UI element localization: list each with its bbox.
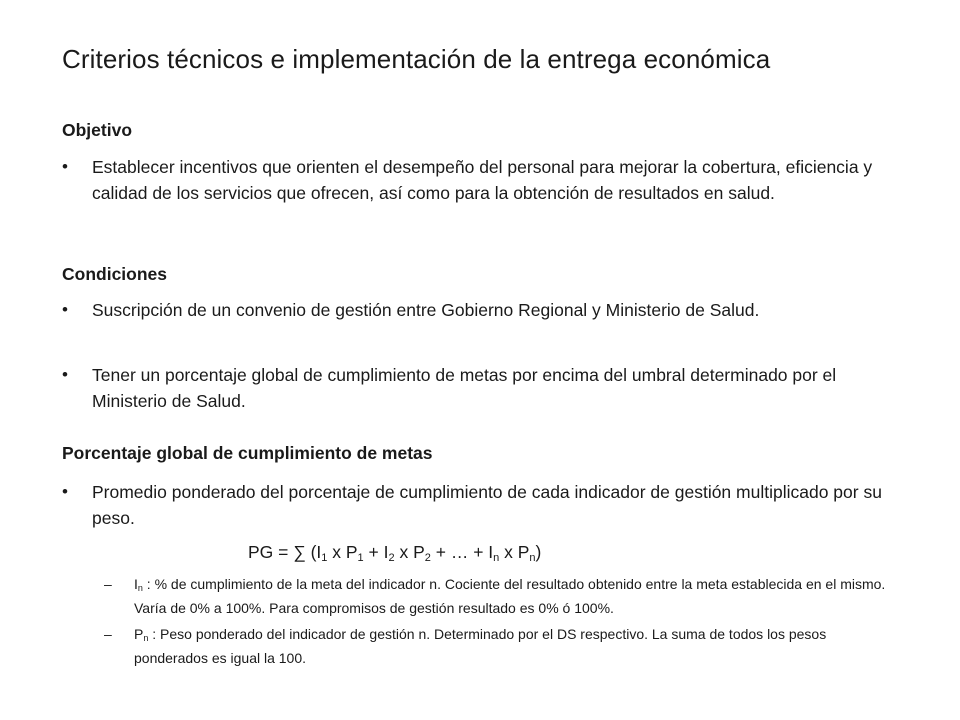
bullet-condiciones-1 bbox=[62, 297, 902, 323]
heading-porcentaje-global: Porcentaje global de cumplimiento de metas bbox=[62, 443, 433, 463]
formula-part: x P bbox=[394, 542, 425, 562]
definition-symbol: I bbox=[134, 576, 138, 592]
formula-sub: n bbox=[493, 552, 500, 564]
formula-sub: n bbox=[529, 552, 536, 564]
definition-text: : Peso ponderado del indicador de gestión n. Determinado por el DS respectivo. La suma de todos los pesos ponderados es igual la 100. bbox=[134, 626, 827, 666]
definition-subscript: n bbox=[143, 633, 149, 643]
bullet-dot: • bbox=[62, 300, 68, 319]
formula-part: ) bbox=[535, 542, 542, 562]
sub-bullet-text bbox=[134, 574, 904, 618]
formula-pg bbox=[248, 542, 541, 564]
sub-bullet-dash: – bbox=[104, 576, 112, 592]
bullet-objetivo-1 bbox=[62, 154, 902, 206]
definition-subscript: n bbox=[137, 583, 143, 593]
heading-objetivo: Objetivo bbox=[62, 120, 133, 140]
bullet-dot: • bbox=[62, 365, 68, 384]
sub-bullet-in bbox=[104, 574, 904, 618]
formula-sub: 1 bbox=[357, 552, 364, 564]
bullet-dot: • bbox=[62, 482, 68, 501]
sub-bullet-dash: – bbox=[104, 626, 112, 642]
definition-text: : % de cumplimiento de la meta del indicador n. Cociente del resultado obtenido entre la meta establecida en el mismo. Varía de 0% a 100%. Para compromisos de gestión resultado es 0% ó 100%. bbox=[134, 576, 886, 616]
formula-sub: 2 bbox=[388, 552, 395, 564]
formula-part: x P bbox=[327, 542, 358, 562]
formula-part: + … + I bbox=[430, 542, 494, 562]
formula-sub: 2 bbox=[424, 552, 431, 564]
bullet-text: Tener un porcentaje global de cumplimiento de metas por encima del umbral determinado por el Ministerio de Salud. bbox=[92, 365, 837, 411]
sub-bullet-text bbox=[134, 624, 904, 668]
bullet-text: Suscripción de un convenio de gestión entre Gobierno Regional y Ministerio de Salud. bbox=[92, 300, 760, 320]
formula-part: PG = ∑ (I bbox=[248, 542, 322, 562]
formula-sub: 1 bbox=[321, 552, 328, 564]
definition-symbol: P bbox=[134, 626, 144, 642]
formula-part: + I bbox=[363, 542, 389, 562]
bullet-condiciones-2 bbox=[62, 362, 902, 414]
bullet-text: Promedio ponderado del porcentaje de cumplimiento de cada indicador de gestión multiplicado por su peso. bbox=[92, 482, 882, 528]
bullet-dot: • bbox=[62, 157, 68, 176]
bullet-text: Establecer incentivos que orienten el desempeño del personal para mejorar la cobertura, eficiencia y calidad de los servicios que ofrecen, así como para la obtención de resultados en salud. bbox=[92, 157, 873, 203]
heading-condiciones: Condiciones bbox=[62, 264, 168, 284]
slide-title: Criterios técnicos e implementación de la entrega económica bbox=[62, 44, 771, 74]
bullet-porcentaje-1 bbox=[62, 479, 902, 531]
sub-bullet-pn bbox=[104, 624, 904, 668]
formula-part: x P bbox=[499, 542, 530, 562]
